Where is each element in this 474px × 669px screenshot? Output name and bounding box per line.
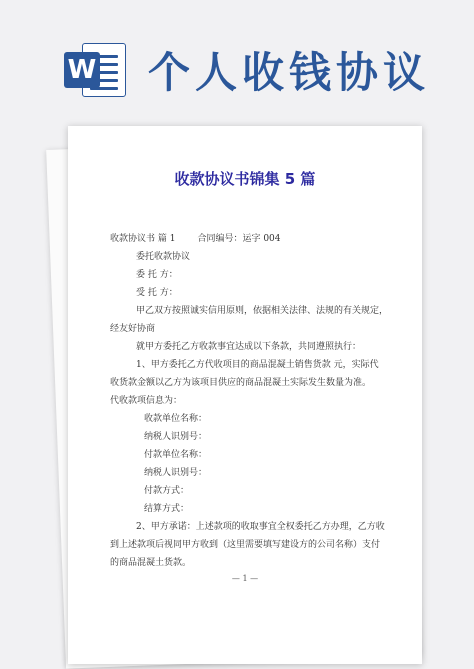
payer-name-field: 付款单位名称： [144, 450, 208, 460]
word-letter-badge: W [64, 52, 100, 88]
clause-2-line: 到上述款项后视同甲方收到（这里需要填写建设方的公司名称）支付 [110, 540, 381, 550]
payment-method-field: 付款方式： [144, 486, 190, 496]
document-header-left: 收款协议书 篇 1 [110, 234, 176, 244]
banner [0, 0, 474, 118]
paragraph-line: 就甲方委托乙方收款事宜达成以下条款，共同遵照执行： [136, 342, 362, 352]
agreement-heading: 委托收款协议 [136, 252, 191, 262]
agent-party-line: 受 托 方： [136, 288, 178, 298]
taxpayer-id-field: 纳税人识别号： [144, 432, 208, 442]
clause-1-line: 收货款金额以乙方为该项目供应的商品混凝土实际发生数量为准。 [110, 378, 372, 388]
document-title: 收款协议书锦集 5 篇 [174, 170, 316, 188]
taxpayer-id-field: 纳税人识别号： [144, 468, 208, 478]
payment-info-heading: 代收款项信息为： [110, 396, 183, 406]
clause-1-line: 1、甲方委托乙方代收项目的商品混凝土销售货款 元，实际代 [136, 360, 379, 370]
word-document-icon [64, 43, 128, 97]
clause-2-line: 的商品混凝土货款。 [110, 558, 192, 568]
settlement-method-field: 结算方式： [144, 504, 190, 514]
payee-name-field: 收款单位名称： [144, 414, 208, 424]
principal-party-line: 委 托 方： [136, 270, 178, 280]
paragraph-line: 经友好协商 [110, 324, 156, 334]
contract-number: 合同编号：运字 004 [197, 234, 281, 244]
paragraph-line: 甲乙双方按照诚实信用原则，依据相关法律、法规的有关规定， [136, 306, 389, 316]
document-page [68, 126, 422, 664]
banner-title: 个人收钱协议 [148, 48, 431, 97]
page-number: — 1 — [231, 574, 259, 583]
clause-2-line: 2、甲方承诺：上述款项的收取事宜全权委托乙方办理，乙方收 [136, 522, 385, 532]
document-body [110, 230, 389, 572]
document-header-line [110, 230, 376, 248]
